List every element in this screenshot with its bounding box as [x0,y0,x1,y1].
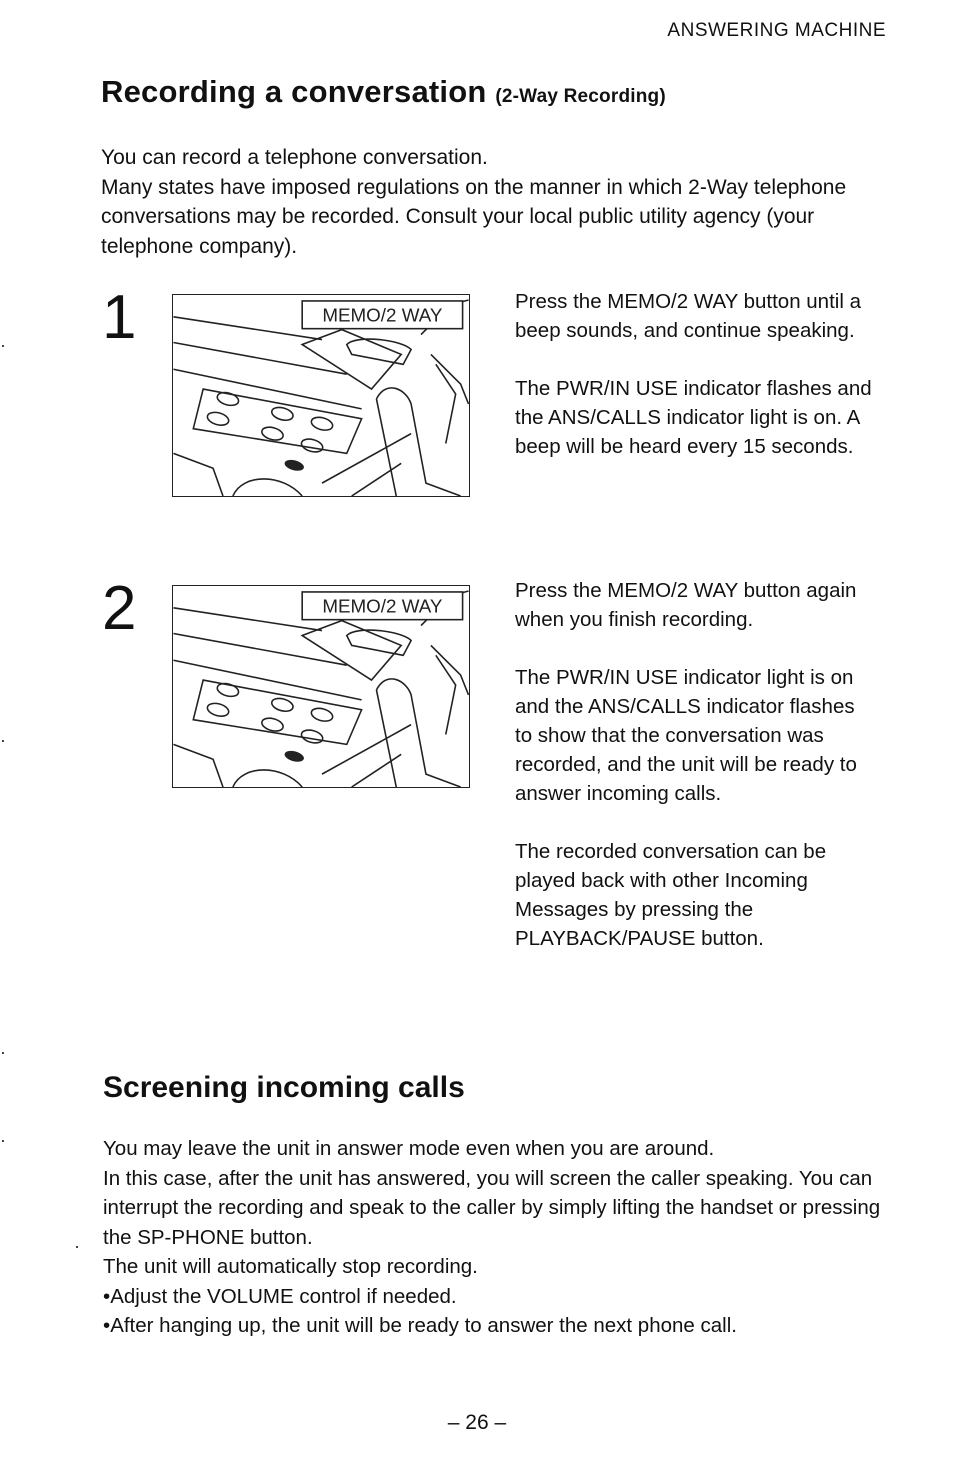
scan-speck [76,1246,78,1248]
scan-speck [2,345,4,347]
step-2-illustration [172,585,470,788]
screening-bullet: • After hanging up, the unit will be ready to answer the next phone call. [103,1311,883,1341]
screening-text [103,1134,883,1341]
step-paragraph: The recorded conversation can be played back with other Incoming Messages by pressing the PLAYBACK/PAUSE button. [515,840,827,950]
screening-line: The unit will automatically stop recording. [103,1255,478,1278]
step-number-2: 2 [102,574,137,643]
intro-text [101,143,881,261]
step-1-instructions [515,287,875,461]
page-title [101,74,666,110]
scan-speck [2,1052,4,1054]
phone-keypad-illustration [173,295,469,496]
page-number: – 26 – [447,1411,507,1434]
step-paragraph: The PWR/IN USE indicator light is on and the ANS/CALLS indicator flashes to show that the conversation was recorded, and the unit will be ready to answer incoming calls. [515,666,857,805]
illustration-button-label: MEMO/2 WAY [322,595,443,617]
step-1-illustration [172,294,470,497]
intro-line: Many states have imposed regulations on the manner in which 2-Way telephone conversations may be recorded. Consult your local public utility agency (your telephone company). [101,175,847,258]
title-subtitle: (2-Way Recording) [495,86,666,107]
screening-line: In this case, after the unit has answered, you will screen the caller speaking. You can interrupt the recording and speak to the caller by simply lifting the handset or pressing the SP-PHONE button. [103,1166,881,1249]
section-header-label: ANSWERING MACHINE [667,20,886,41]
phone-keypad-illustration [173,586,469,787]
illustration-button-label: MEMO/2 WAY [322,304,443,326]
step-number-1: 1 [102,283,137,352]
step-paragraph: Press the MEMO/2 WAY button again when you finish recording. [515,579,857,631]
step-paragraph: Press the MEMO/2 WAY button until a beep sounds, and continue speaking. [515,290,861,342]
screening-bullet: • Adjust the VOLUME control if needed. [103,1282,883,1312]
screening-line: You may leave the unit in answer mode even when you are around. [103,1137,715,1160]
section-title-screening: Screening incoming calls [103,1071,465,1104]
step-2-instructions [515,576,875,953]
scan-speck [2,1140,4,1142]
scan-speck [2,740,4,742]
step-paragraph: The PWR/IN USE indicator flashes and the ANS/CALLS indicator light is on. A beep will be heard every 15 seconds. [515,377,872,458]
title-text: Recording a conversation [101,74,487,109]
intro-line: You can record a telephone conversation. [101,146,488,169]
